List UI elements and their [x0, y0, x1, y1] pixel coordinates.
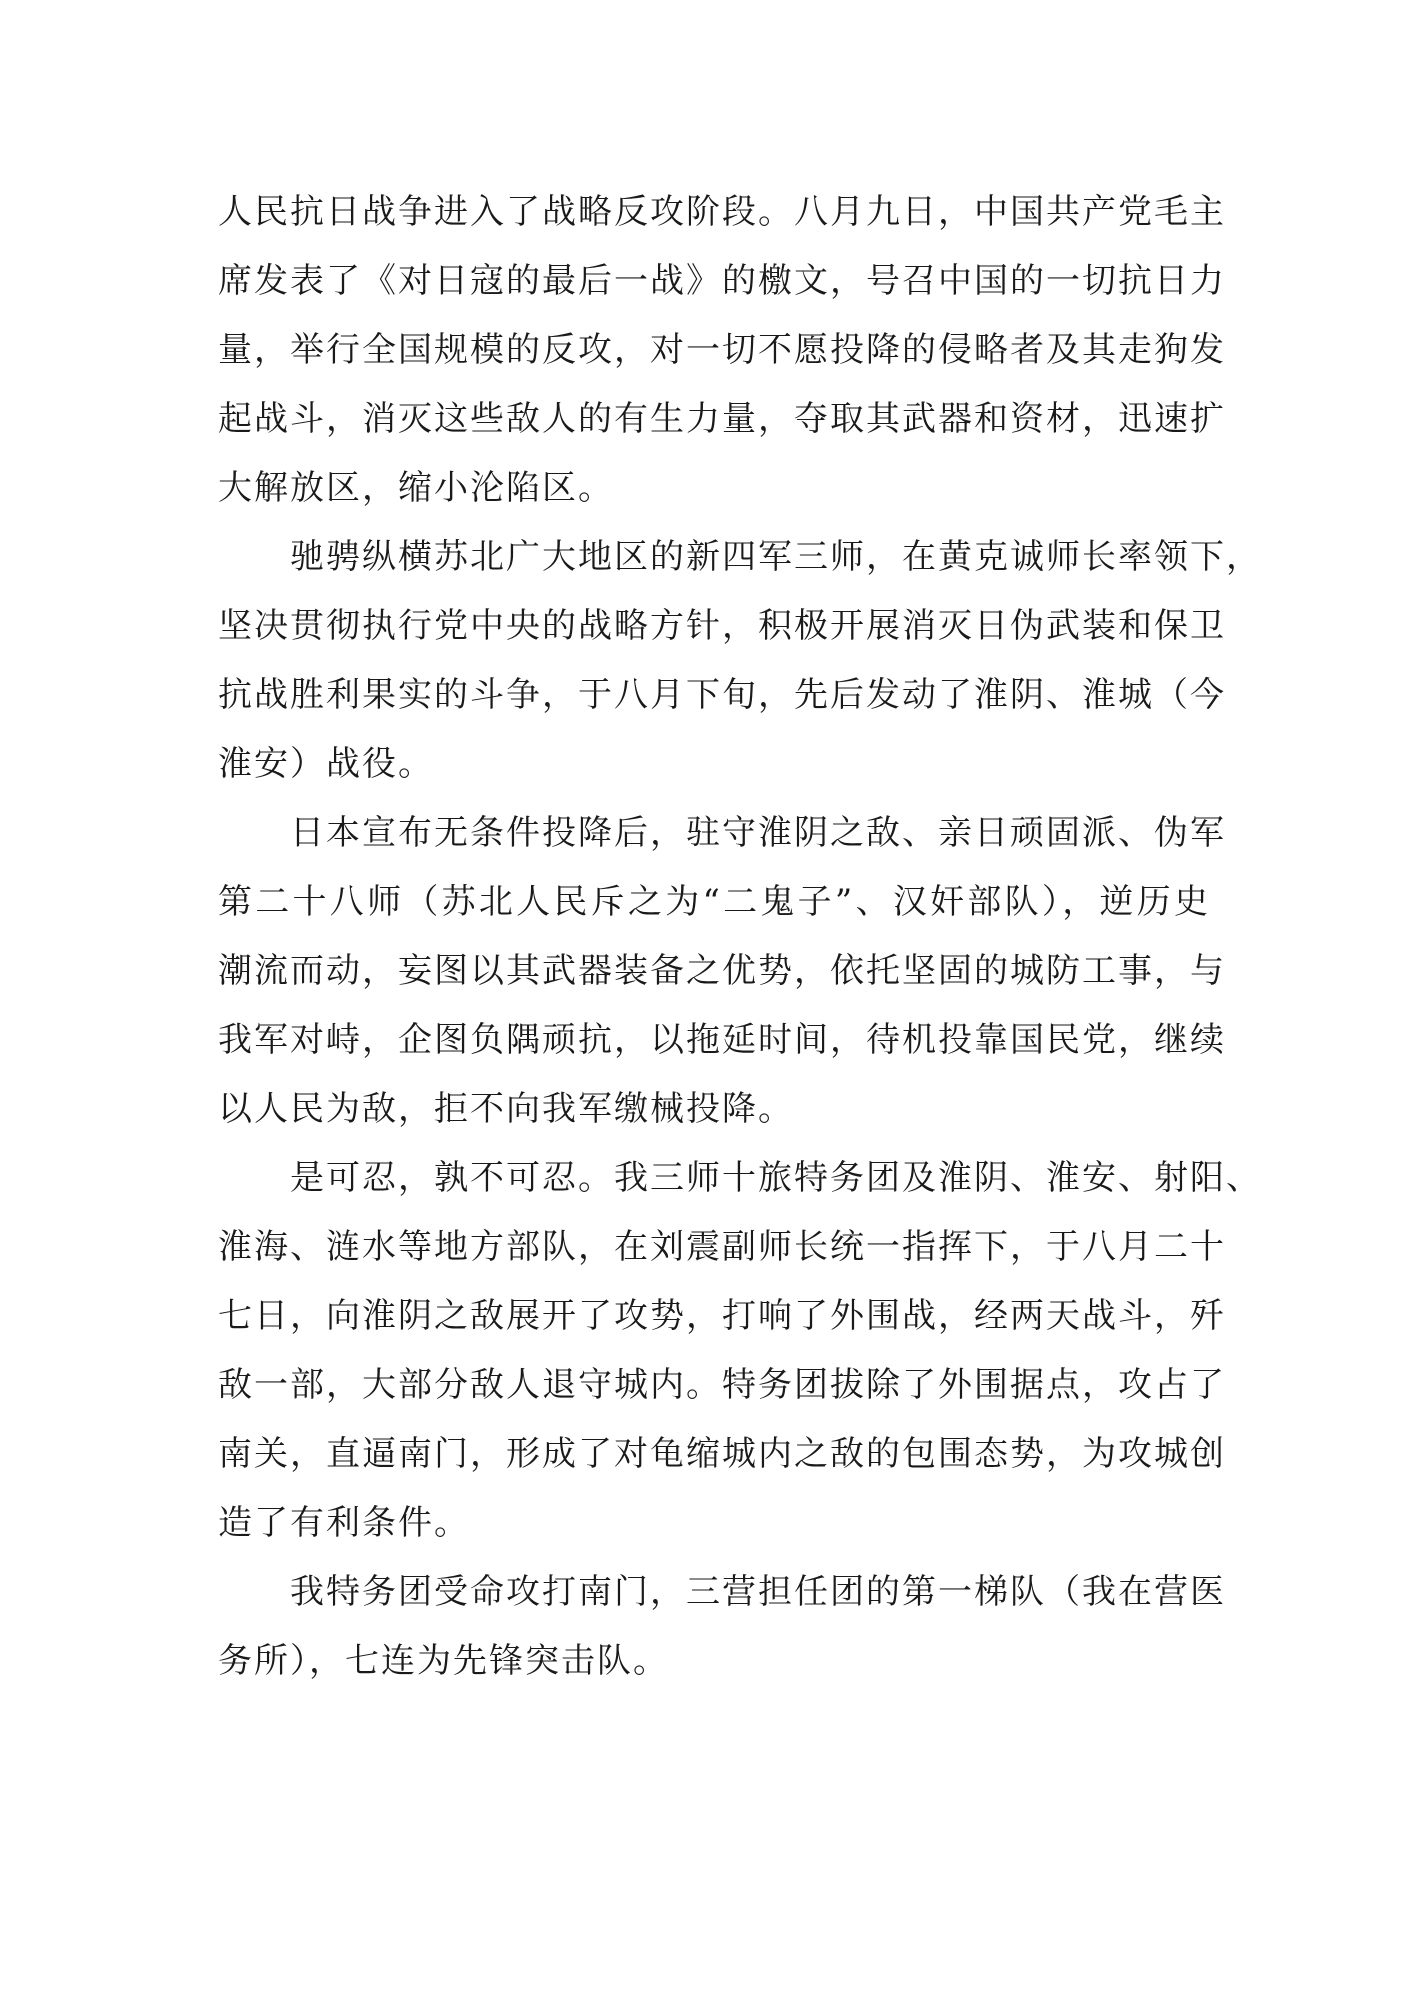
text-line: 抗战胜利果实的斗争，于八月下旬，先后发动了淮阴、淮城（今: [218, 675, 1226, 715]
text-line: 务所），七连为先锋突击队。: [218, 1641, 669, 1681]
text-line: 坚决贯彻执行党中央的战略方针，积极开展消灭日伪武装和保卫: [218, 606, 1226, 646]
text-line: 驰骋纵横苏北广大地区的新四军三师，在黄克诚师长率领下，: [290, 537, 1262, 577]
text-line: 人民抗日战争进入了战略反攻阶段。八月九日，中国共产党毛主: [218, 192, 1226, 232]
text-line: 以人民为敌，拒不向我军缴械投降。: [218, 1089, 794, 1129]
text-line: 量，举行全国规模的反攻，对一切不愿投降的侵略者及其走狗发: [218, 330, 1226, 370]
text-line: 七日，向淮阴之敌展开了攻势，打响了外围战，经两天战斗，歼: [218, 1296, 1226, 1336]
text-line: 潮流而动，妄图以其武器装备之优势，依托坚固的城防工事，与: [218, 951, 1226, 991]
paragraph-2: [218, 523, 1262, 799]
text-line: 日本宣布无条件投降后，驻守淮阴之敌、亲日顽固派、伪军: [290, 813, 1226, 853]
text-line: 我特务团受命攻打南门，三营担任团的第一梯队（我在营医: [290, 1572, 1226, 1612]
text-line: 淮海、涟水等地方部队，在刘震副师长统一指挥下，于八月二十: [218, 1227, 1226, 1267]
text-line: 是可忍，孰不可忍。我三师十旅特务团及淮阴、淮安、射阳、: [290, 1158, 1262, 1198]
text-line: 淮安）战役。: [218, 744, 434, 784]
paragraph-3: [218, 799, 1226, 1144]
paragraph-1: [218, 178, 1226, 523]
paragraph-5: [218, 1558, 1226, 1696]
body-text: [218, 178, 1262, 1696]
text-line: 大解放区，缩小沦陷区。: [218, 468, 614, 508]
text-line: 第二十八师（苏北人民斥之为“二鬼子”、汉奸部队），逆历史: [218, 882, 1210, 922]
text-line: 南关，直逼南门，形成了对龟缩城内之敌的包围态势，为攻城创: [218, 1434, 1226, 1474]
paragraph-4: [218, 1144, 1262, 1558]
text-line: 起战斗，消灭这些敌人的有生力量，夺取其武器和资材，迅速扩: [218, 399, 1226, 439]
text-line: 我军对峙，企图负隅顽抗，以拖延时间，待机投靠国民党，继续: [218, 1020, 1226, 1060]
text-line: 敌一部，大部分敌人退守城内。特务团拔除了外围据点，攻占了: [218, 1365, 1226, 1405]
text-line: 席发表了《对日寇的最后一战》的檄文，号召中国的一切抗日力: [218, 261, 1226, 301]
text-line: 造了有利条件。: [218, 1503, 470, 1543]
